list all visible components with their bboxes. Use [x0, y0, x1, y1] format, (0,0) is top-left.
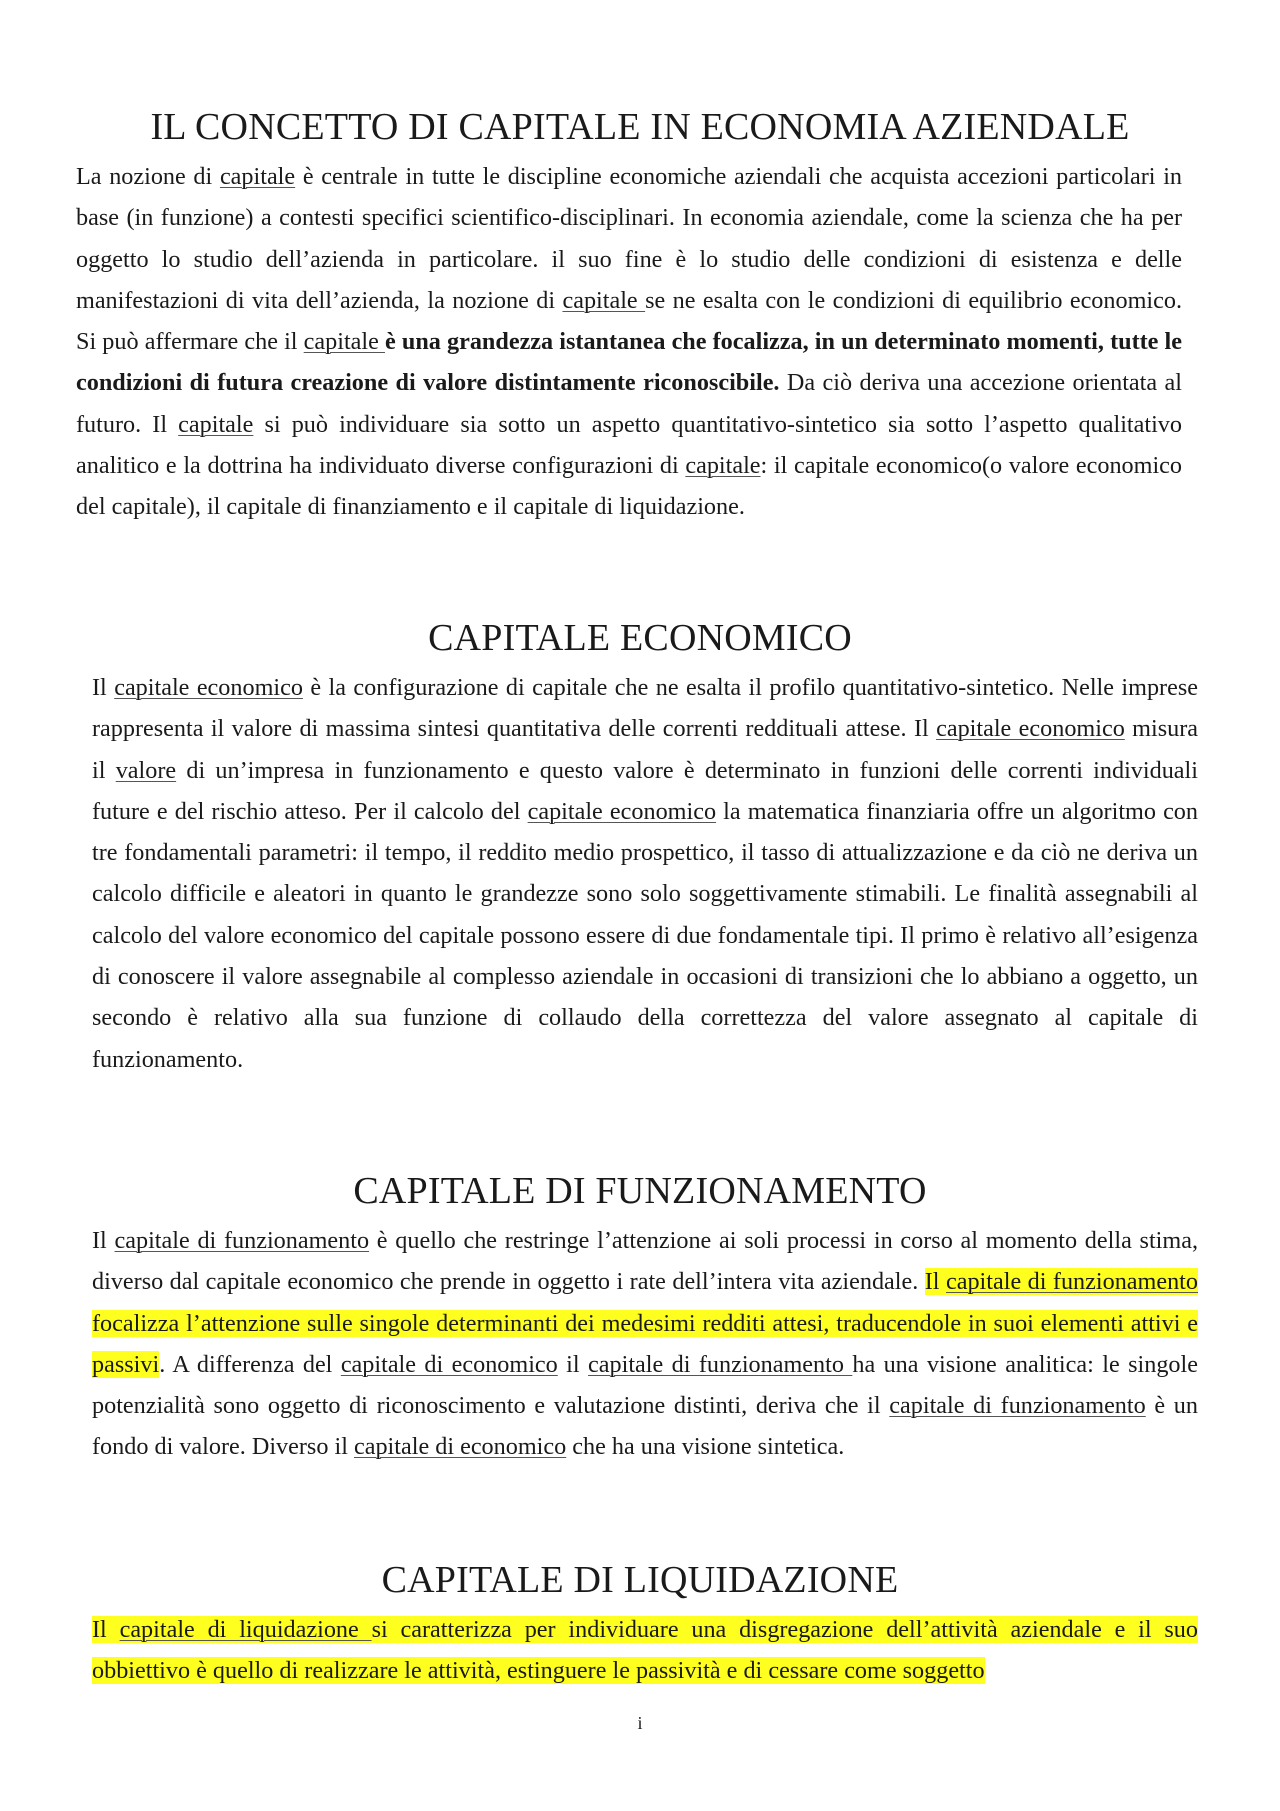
section-title-capitale-liquidazione: CAPITALE DI LIQUIDAZIONE	[381, 1559, 899, 1601]
text: è quello che restringe l’attenzione ai soli processi in corso al momento della stima, diverso dal capitale economico che prende in oggetto i rate dell’intera vita aziendale.	[92, 1227, 1198, 1296]
term-capitale-economico: capitale economico	[936, 715, 1125, 743]
text: se ne esalta con le condizioni di equilibrio economico. Si può affermare che il	[76, 286, 1182, 356]
text: ha una visione analitica: le singole potenzialità sono oggetto di riconoscimento e valutazione distinti, deriva che il	[92, 1350, 1198, 1420]
page-number: i	[637, 1713, 643, 1733]
text: si caratterizza per individuare una disgregazione dell’attività aziendale e il suo obbiettivo è quello di realizzare le attività, estinguere le passività e di cessare come soggetto	[92, 1616, 1198, 1685]
section-title-capitale-funzionamento: CAPITALE DI FUNZIONAMENTO	[353, 1170, 927, 1212]
text: focalizza l’attenzione sulle singole determinanti dei medesimi redditi attesi, traducendole in suoi elementi attivi e passivi	[92, 1309, 1198, 1378]
text: la matematica finanziaria offre un algoritmo con tre fondamentali parametri: il tempo, il reddito medio prospettico, il tasso di attualizzazione e da ciò ne deriva un calcolo difficile e aleatori in quanto le grandezze sono solo soggettivamente stimabili. Le finalità assegnabili al calcolo del valore economico del capitale possono essere di due fondamentale tipi. Il primo è relativo all’esigenza di conoscere il valore assegnabile al complesso aziendale in occasioni di transizioni che lo abbiano a oggetto, un secondo è relativo alla sua funzione di collaudo della correttezza del valore assegnato al capitale di funzionamento.	[92, 797, 1198, 1073]
text: il	[557, 1350, 589, 1378]
bold-definition: è una grandezza istantanea che focalizza, in un determinato momenti, tutte le condizioni di futura creazione di valore distintamente riconoscibile.	[76, 328, 1183, 397]
term-capitale-funzionamento: capitale di funzionamento	[889, 1392, 1146, 1420]
text: Il	[92, 1616, 120, 1643]
section-title-capitale-economico: CAPITALE ECONOMICO	[428, 617, 852, 659]
text: è centrale in tutte le discipline economiche aziendali che acquista accezioni particolari in base (in funzione) a contesti specifici scientifico-disciplinari. In economia aziendale, come la scienza che ha per oggetto lo studio dell’azienda in particolare. il suo fine è lo studio delle condizioni di esistenza e delle manifestazioni di vita dell’azienda, la nozione di	[76, 163, 1183, 314]
paragraph-capitale-economico	[92, 667, 1198, 1080]
text: Il	[924, 1268, 946, 1296]
term-capitale-funzionamento: capitale di funzionamento	[945, 1268, 1198, 1296]
text: è la configurazione di capitale che ne esalta il profilo quantitativo-sintetico. Nelle imprese rappresenta il valore di massima sintesi quantitativa delle correnti reddituali attese. Il	[92, 674, 1198, 743]
text: misura il	[92, 715, 1199, 784]
text: si può individuare sia sotto un aspetto quantitativo-sintetico sia sotto l’aspetto qualitativo analitico e la dottrina ha individuato diverse configurazioni di	[76, 410, 1182, 480]
text: di un’impresa in funzionamento e questo valore è determinato in funzioni delle correnti individuali future e del rischio atteso. Per il calcolo del	[92, 756, 1198, 825]
term-capitale-economico: capitale di economico	[340, 1350, 558, 1378]
term-capitale-funzionamento: capitale di funzionamento	[588, 1350, 853, 1378]
term-capitale-economico: capitale economico	[114, 674, 303, 701]
paragraph-capitale-funzionamento	[92, 1220, 1198, 1468]
term-capitale: capitale	[178, 410, 254, 438]
text: . A differenza del	[159, 1350, 341, 1378]
text: Il	[92, 674, 115, 701]
section-title-concetto: IL CONCETTO DI CAPITALE IN ECONOMIA AZIENDALE	[150, 106, 1130, 148]
text: : il capitale economico(o valore economico del capitale), il capitale di finanziamento e il capitale di liquidazione.	[76, 452, 1183, 521]
text: che ha una visione sintetica.	[566, 1433, 845, 1461]
text: Da ciò deriva una accezione orientata al futuro. Il	[76, 369, 1182, 438]
term-capitale-liquidazione: capitale di liquidazione	[119, 1616, 372, 1643]
paragraph-concetto	[76, 156, 1182, 528]
text: è un fondo di valore. Diverso il	[92, 1392, 1198, 1461]
term-capitale-economico: capitale economico	[527, 797, 717, 825]
term-capitale: capitale	[219, 163, 296, 190]
term-capitale: capitale	[685, 452, 761, 480]
paragraph-capitale-liquidazione	[92, 1609, 1198, 1692]
highlighted-passage	[92, 1616, 1198, 1684]
term-capitale-economico: capitale di economico	[353, 1433, 567, 1461]
term-capitale: capitale	[562, 286, 646, 314]
term-capitale-funzionamento: capitale di funzionamento	[114, 1227, 370, 1254]
term-valore: valore	[115, 756, 177, 784]
term-capitale: capitale	[303, 328, 386, 356]
text: Il	[92, 1227, 115, 1254]
text: La nozione di	[76, 163, 220, 190]
